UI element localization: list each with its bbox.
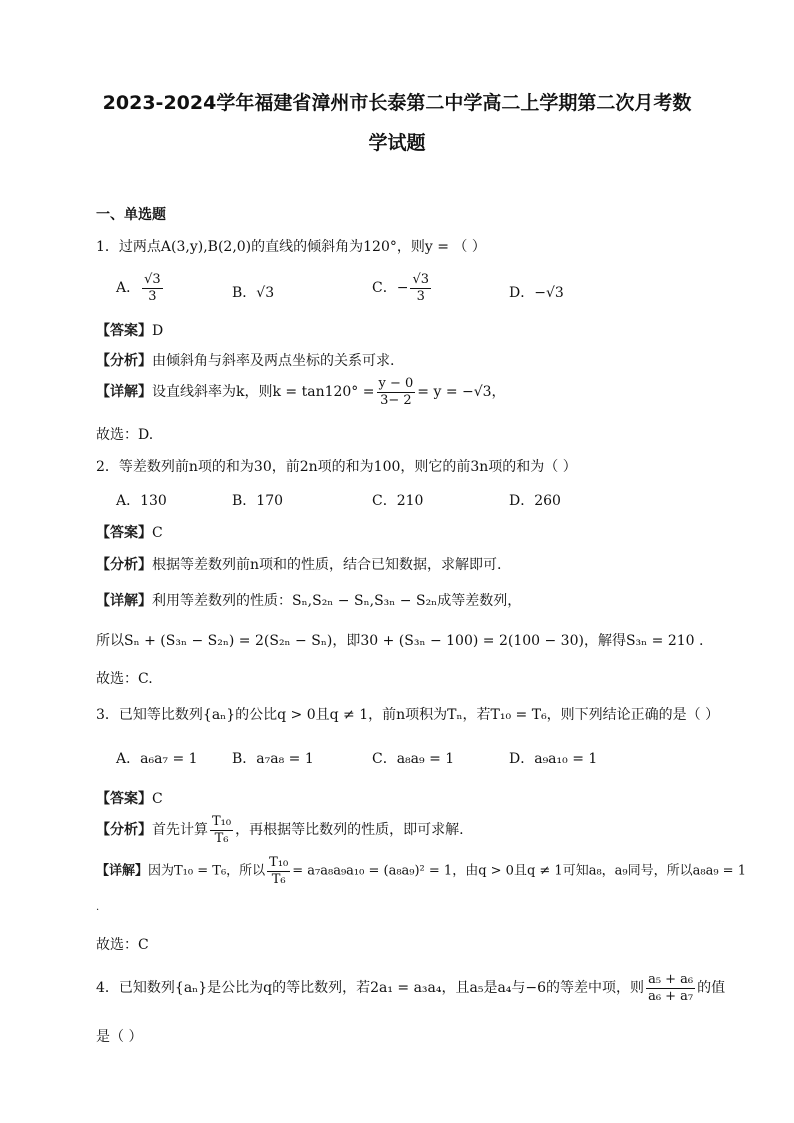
q2-stem: 2．等差数列前n项的和为30，前2n项的和为100，则它的前3n项的和为（ ） — [96, 459, 577, 475]
q1-option-c-fraction — [410, 272, 431, 304]
q1-option-c-den: 3 — [416, 288, 425, 304]
q3-stem: 3．已知等比数列{aₙ}的公比q > 0且q ≠ 1，前n项积为Tₙ，若T₁₀ = T₆，则下列结论正确的是（ ） — [96, 707, 720, 723]
q2-analysis-tag: 【分析】 — [96, 557, 152, 573]
q3-detail — [96, 855, 746, 887]
q4-stem — [96, 972, 725, 1004]
q2-answer-value: C — [152, 525, 163, 541]
q2-option-b: B．170 — [232, 493, 284, 509]
q2-option-a: A．130 — [116, 493, 167, 509]
q2-detail — [96, 590, 521, 610]
q3-option-d: D．a₉a₁₀ = 1 — [509, 751, 598, 767]
q3-analysis-tag: 【分析】 — [96, 822, 152, 839]
q3-answer-value: C — [152, 791, 163, 807]
doc-title-line1: 2023-2024学年福建省漳州市长泰第二中学高二上学期第二次月考数 — [102, 92, 692, 114]
q1-option-a-label: A． — [116, 280, 141, 297]
q1-detail-fraction — [377, 376, 416, 408]
q3-detail-dot: . — [96, 902, 100, 913]
q3-choose: 故选：C — [96, 937, 149, 953]
q2-choose: 故选：C. — [96, 671, 153, 687]
q1-option-d: D．−√3 — [509, 285, 564, 301]
q1-option-b: B．√3 — [232, 285, 275, 301]
q1-analysis — [96, 350, 394, 370]
q2-option-d: D．260 — [509, 493, 561, 509]
q4-fraction — [646, 972, 695, 1004]
q3-detail-num: T₁₀ — [269, 855, 289, 870]
q1-option-a-den: 3 — [148, 288, 157, 304]
q3-answer — [96, 788, 163, 808]
doc-title-line2: 学试题 — [368, 132, 426, 154]
q1-detail-den: 3− 2 — [380, 392, 412, 408]
q2-answer-tag: 【答案】 — [96, 525, 152, 541]
q4-stem-post: 的值 — [697, 980, 726, 997]
q1-detail-tag: 【详解】 — [96, 384, 152, 401]
q3-detail-den: T₆ — [271, 871, 286, 887]
q4-stem-pre: 4．已知数列{aₙ}是公比为q的等比数列，若2a₁ = a₃a₄，且a₅是a₄与−6的等差中项，则 — [96, 980, 645, 997]
q1-detail-post: = y = −√3， — [417, 384, 506, 401]
q1-detail — [96, 376, 506, 408]
q3-answer-tag: 【答案】 — [96, 791, 152, 807]
q1-answer — [96, 320, 163, 340]
q2-analysis-text: 根据等差数列前n项和的性质，结合已知数据，求解即可. — [152, 557, 502, 573]
q3-option-c: C．a₈a₉ = 1 — [372, 751, 455, 767]
q3-option-b: B．a₇a₈ = 1 — [232, 751, 314, 767]
q3-detail-tag: 【详解】 — [96, 863, 149, 879]
q4-stem-line2: 是（ ） — [96, 1029, 143, 1045]
q1-answer-tag: 【答案】 — [96, 323, 152, 339]
q3-analysis-fraction — [210, 814, 233, 846]
q2-detail-tag: 【详解】 — [96, 593, 152, 609]
q3-option-a: A．a₆a₇ = 1 — [116, 751, 198, 767]
q1-answer-value: D — [152, 323, 164, 339]
q3-detail-pre: 因为T₁₀ = T₆，所以 — [148, 863, 266, 879]
q1-analysis-tag: 【分析】 — [96, 353, 152, 369]
q3-analysis-num: T₁₀ — [212, 814, 232, 829]
q3-analysis-post: ，再根据等比数列的性质，即可求解. — [235, 822, 464, 839]
q4-fraction-den: a₆ + a₇ — [648, 988, 694, 1004]
q1-choose: 故选：D. — [96, 427, 154, 443]
q1-option-c-num: √3 — [412, 272, 430, 287]
q1-option-c — [372, 272, 433, 304]
q2-detail-text: 利用等差数列的性质：Sₙ,S₂ₙ − Sₙ,S₃ₙ − S₂ₙ成等差数列， — [152, 593, 522, 609]
q2-answer — [96, 522, 163, 542]
q3-analysis — [96, 814, 464, 846]
q1-option-a — [116, 272, 165, 304]
q3-detail-post: = a₇a₈a₉a₁₀ = (a₈a₉)² = 1，由q > 0且q ≠ 1可知a₈，a₉同号，所以a₈a₉ = 1 — [292, 863, 746, 879]
q3-analysis-pre: 首先计算 — [152, 822, 208, 839]
q2-detail-line2: 所以Sₙ + (S₃ₙ − S₂ₙ) = 2(S₂ₙ − Sₙ)，即30 + (S₃ₙ − 100) = 2(100 − 30)，解得S₃ₙ = 210 . — [96, 633, 704, 649]
q2-option-c: C．210 — [372, 493, 424, 509]
q1-option-a-fraction — [142, 272, 163, 304]
q1-option-a-num: √3 — [144, 272, 161, 287]
q1-stem: 1．过两点A(3,y),B(2,0)的直线的倾斜角为120°，则y = （ ） — [96, 239, 486, 255]
q4-fraction-num: a₅ + a₆ — [648, 972, 694, 987]
q3-detail-fraction — [267, 855, 290, 887]
q3-analysis-den: T₆ — [214, 830, 229, 846]
q1-option-c-label: C．− — [372, 280, 409, 297]
q1-detail-pre: 设直线斜率为k，则k = tan120° = — [152, 384, 375, 401]
q1-analysis-text: 由倾斜角与斜率及两点坐标的关系可求. — [152, 353, 395, 369]
q1-detail-num: y − 0 — [378, 376, 414, 391]
section-heading: 一、单选题 — [96, 207, 166, 223]
q2-analysis — [96, 554, 501, 574]
